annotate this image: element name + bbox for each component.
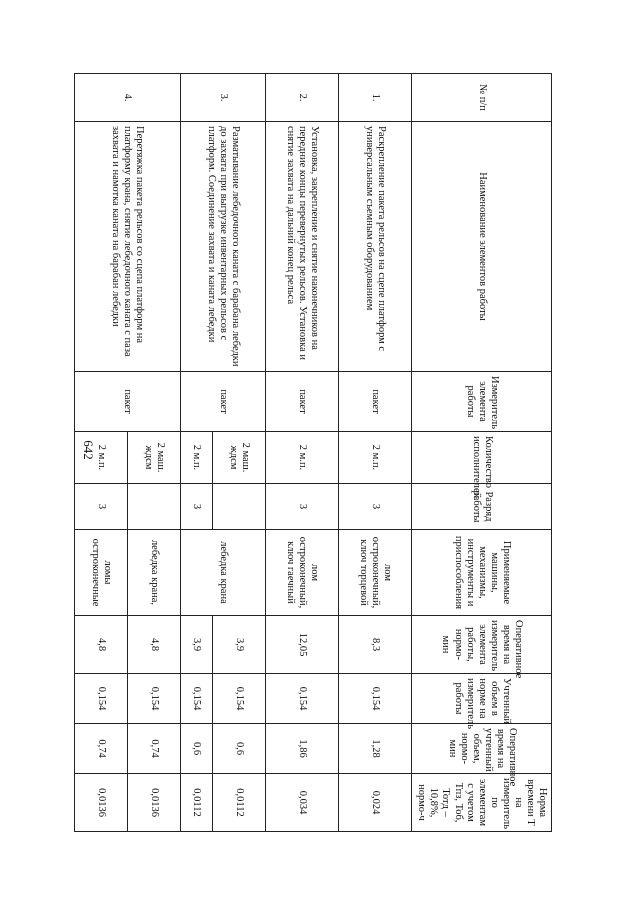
row-op-time-norm: 0,6 — [212, 724, 265, 774]
row-op-time: 12,05 — [265, 616, 338, 674]
row-meter: пакет — [339, 372, 412, 432]
table-row — [265, 74, 338, 832]
row-norm: 0,0112 — [180, 774, 212, 832]
row-machines: ломы остроконечные — [75, 530, 128, 616]
row-workers: 2 маш. ждcм — [212, 432, 265, 484]
header-workers: Количество исполнителей — [412, 432, 552, 484]
row-machines: лебедка крана, — [127, 530, 180, 616]
row-machines: лом остроконечный, ключ торцевой — [339, 530, 412, 616]
row-machines: лом остроконечный, ключ гаечный — [265, 530, 338, 616]
table-row — [212, 74, 265, 832]
row-volume: 0,154 — [75, 674, 128, 724]
header-machines: Применяемые машины, механизмы, инструменты и приспособления — [412, 530, 552, 616]
row-name: Перетяжка пакета рельсов со сцепа платформ на платформу крана, снятие лебедочного каната с паза захвата и намотка каната на барабан лебедки — [75, 122, 181, 372]
row-grade: 3 — [75, 484, 128, 530]
row-op-time-norm: 0,74 — [75, 724, 128, 774]
work-elements-table — [74, 73, 552, 832]
row-op-time: 3,9 — [180, 616, 212, 674]
header-op-time: Оперативное время на измеритель элемента работы, нормо-мин — [412, 616, 552, 674]
table-row — [127, 74, 180, 832]
row-workers: 2 м.п. — [339, 432, 412, 484]
row-norm: 0,0136 — [127, 774, 180, 832]
row-workers: 2 маш. ждcм — [127, 432, 180, 484]
rotated-table-wrapper — [74, 73, 552, 831]
row-num: 4. — [75, 74, 181, 122]
row-norm: 0,0136 — [75, 774, 128, 832]
row-volume: 0,154 — [180, 674, 212, 724]
row-volume: 0,154 — [339, 674, 412, 724]
row-workers: 2 м.п. — [265, 432, 338, 484]
header-grade: Разряд работы — [412, 484, 552, 530]
row-num: 1. — [339, 74, 412, 122]
row-volume: 0,154 — [127, 674, 180, 724]
row-num: 2. — [265, 74, 338, 122]
row-op-time-norm: 1,86 — [265, 724, 338, 774]
row-norm: 0,0112 — [212, 774, 265, 832]
row-op-time-norm: 1,28 — [339, 724, 412, 774]
row-op-time-norm: 0,6 — [180, 724, 212, 774]
header-volume: Учтенный объем в норме на измеритель работы — [412, 674, 552, 724]
row-op-time: 3,9 — [212, 616, 265, 674]
header-op-time-norm: Оперативное время на учтенный объем, нормо-мин — [412, 724, 552, 774]
row-grade: 3 — [265, 484, 338, 530]
row-name: Установка, закрепление и снятие наконечников на передние концы перевернутых рельсов. Установка и снятие захвата на дальний конец рельса — [265, 122, 338, 372]
row-op-time-norm: 0,74 — [127, 724, 180, 774]
row-meter: пакет — [75, 372, 181, 432]
row-grade: 3 — [180, 484, 212, 530]
row-op-time: 4,8 — [127, 616, 180, 674]
header-name: Наименование элементов работы — [412, 122, 552, 372]
row-name: Раскрепление пакета рельсов на сцепе платформ с универсальным съемным оборудованием — [339, 122, 412, 372]
row-norm: 0,034 — [265, 774, 338, 832]
header-num: № п/п — [412, 74, 552, 122]
row-grade — [127, 484, 180, 530]
row-op-time: 4,8 — [75, 616, 128, 674]
row-num: 3. — [180, 74, 265, 122]
row-op-time: 8,3 — [339, 616, 412, 674]
page-number: 642 — [81, 440, 96, 460]
row-volume: 0,154 — [212, 674, 265, 724]
row-meter: пакет — [180, 372, 265, 432]
row-volume: 0,154 — [265, 674, 338, 724]
row-norm: 0,024 — [339, 774, 412, 832]
row-grade — [212, 484, 265, 530]
row-name: Разматывание лебедочного каната с барабана лебедки до захвата при выгрузке инвентарных рельсов с платформ. Соединение захвата и каната лебедки — [180, 122, 265, 372]
row-machines: лебедка крана — [180, 530, 265, 616]
header-meter: Измеритель элемента работы — [412, 372, 552, 432]
table-row — [339, 74, 412, 832]
row-meter: пакет — [265, 372, 338, 432]
header-row — [412, 74, 552, 832]
row-workers: 2 м.п. — [180, 432, 212, 484]
row-grade: 3 — [339, 484, 412, 530]
row-workers: 2 м.п. — [75, 432, 128, 484]
header-norm: Норма времени Т на измеритель по элементам с учетом Тпз, Тоб, Тотд – 10,8%, нормо-ч — [412, 774, 552, 832]
